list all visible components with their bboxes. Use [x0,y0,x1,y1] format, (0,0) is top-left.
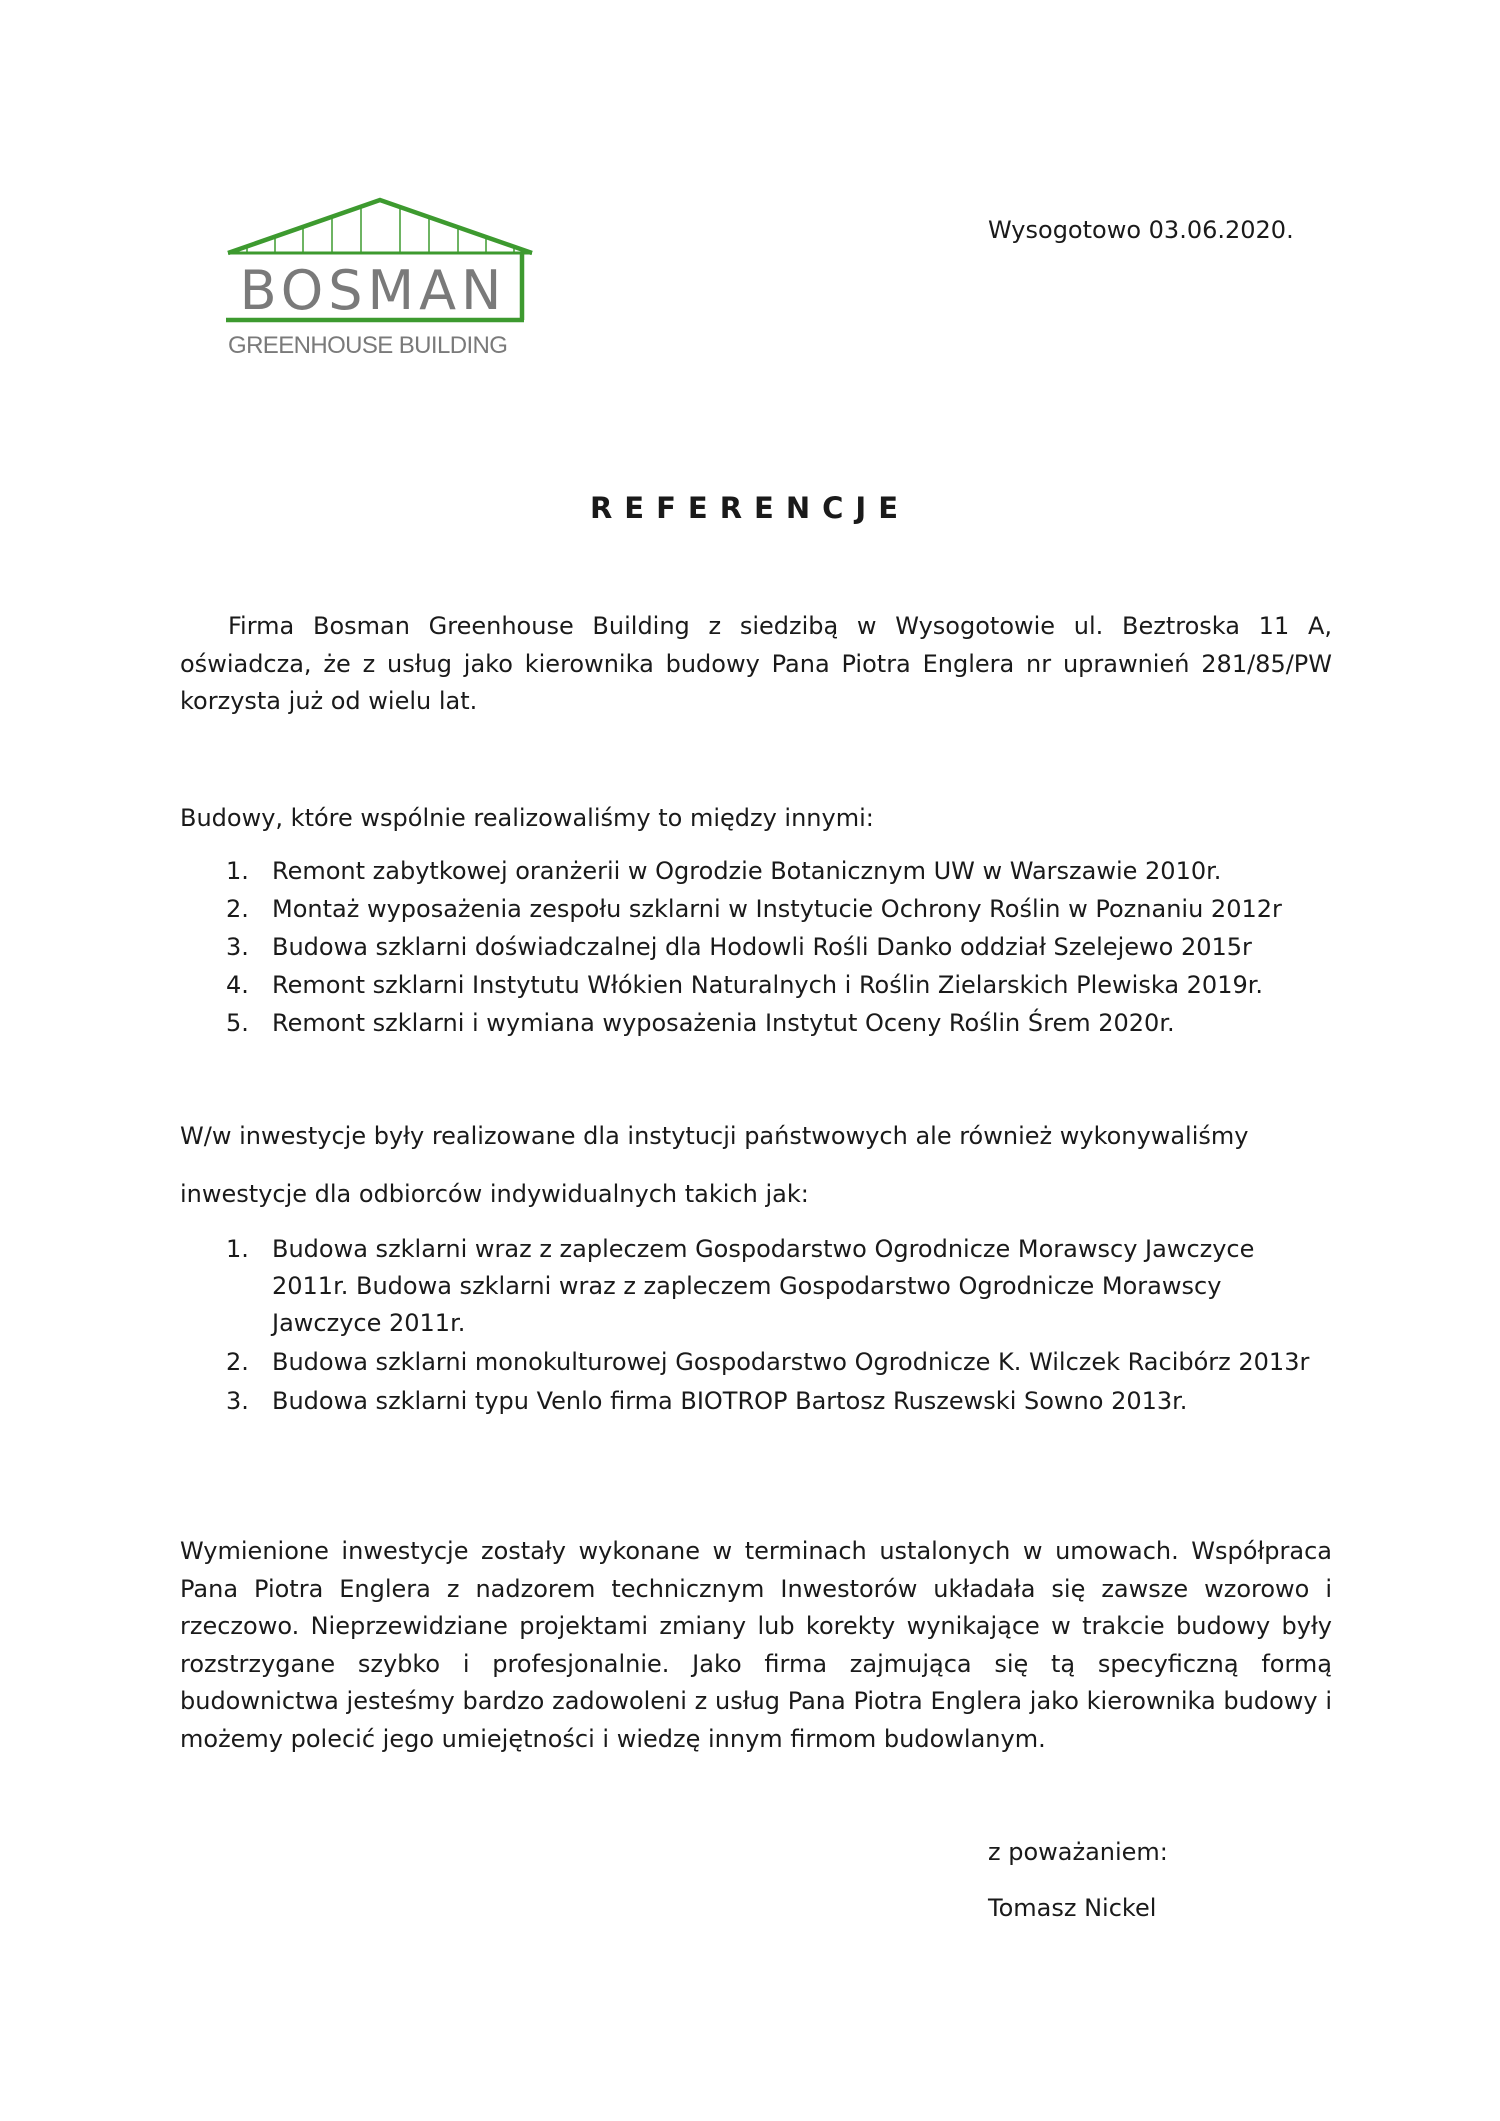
list-number: 1. [226,1235,249,1263]
section1-heading: Budowy, które wspólnie realizowaliśmy to między innymi: [180,804,874,832]
list-number: 3. [226,933,249,961]
private-investments-list [180,1231,1332,1422]
list-item [180,1004,1332,1042]
list-item-text: Budowa szklarni monokulturowej Gospodarstwo Ogrodnicze K. Wilczek Racibórz 2013r [272,1348,1310,1376]
closing-paragraph: Wymienione inwestycje zostały wykonane w terminach ustalonych w umowach. Współpraca Pana Piotra Englera z nadzorem technicznym Inwestorów układała się zawsze wzorowo i rzeczowo. Nieprzewidziane projektami zmiany lub korekty wynikające w trakcie budowy były rozstrzygane szybko i profesjonalnie. Jako firma zajmująca się tą specyficzną formą budownictwa jesteśmy bardzo zadowoleni z usług Pana Piotra Englera jako kierownika budowy i możemy polecić jego umiejętności i wiedzę innym firmom budowlanym. [180,1537,1332,1753]
logo-wordmark: BOSMAN [239,259,507,322]
list-item-text: Remont szklarni Instytutu Włókien Naturalnych i Roślin Zielarskich Plewiska 2019r. [272,971,1264,999]
list-item [180,890,1332,928]
list-number: 4. [226,971,249,999]
list-number: 2. [226,895,249,923]
document-title: REFERENCJE [589,491,911,525]
list-number: 3. [226,1387,249,1415]
list-number: 2. [226,1348,249,1376]
list-item-text: Remont zabytkowej oranżerii w Ogrodzie Botanicznym UW w Warszawie 2010r. [272,857,1222,885]
greenhouse-logo-icon [224,196,534,356]
list-number: 5. [226,1009,249,1037]
list-item [180,966,1332,1004]
intro-paragraph: Firma Bosman Greenhouse Building z siedzibą w Wysogotowie ul. Beztroska 11 A, oświadcza, że z usług jako kierownika budowy Pana Piotra Englera nr uprawnień 281/85/PW korzysta już od wielu lat. [180,612,1332,715]
list-item-text: Budowa szklarni doświadczalnej dla Hodowli Rośli Danko oddział Szelejewo 2015r [272,933,1252,961]
list-item [180,1344,1332,1381]
list-item [180,852,1332,890]
list-item [180,928,1332,966]
section2-heading-line1: W/w inwestycje były realizowane dla instytucji państwowych ale również wykonywaliśmy [180,1122,1249,1150]
signature-name: Tomasz Nickel [988,1894,1157,1922]
list-item-text: Budowa szklarni wraz z zapleczem Gospodarstwo Ogrodnicze Morawscy Jawczyce 2011r. Budowa szklarni wraz z zapleczem Gospodarstwo Ogrodnicze Morawscy Jawczyce 2011r. [272,1235,1255,1337]
list-item-text: Budowa szklarni typu Venlo firma BIOTROP Bartosz Ruszewski Sowno 2013r. [272,1387,1188,1415]
signature-greeting: z poważaniem: [988,1838,1168,1866]
list-item-text: Montaż wyposażenia zespołu szklarni w Instytucie Ochrony Roślin w Poznaniu 2012r [272,895,1282,923]
list-item [180,1383,1332,1420]
letter-date: Wysogotowo 03.06.2020. [988,216,1294,244]
logo-tagline: GREENHOUSE BUILDING [228,332,508,356]
bosman-logo [224,196,534,356]
section2-heading-line2: inwestycje dla odbiorców indywidualnych takich jak: [180,1180,809,1208]
list-item [180,1231,1332,1342]
list-number: 1. [226,857,249,885]
construction-list [180,852,1332,1042]
list-item-text: Remont szklarni i wymiana wyposażenia Instytut Oceny Roślin Śrem 2020r. [272,1009,1175,1037]
